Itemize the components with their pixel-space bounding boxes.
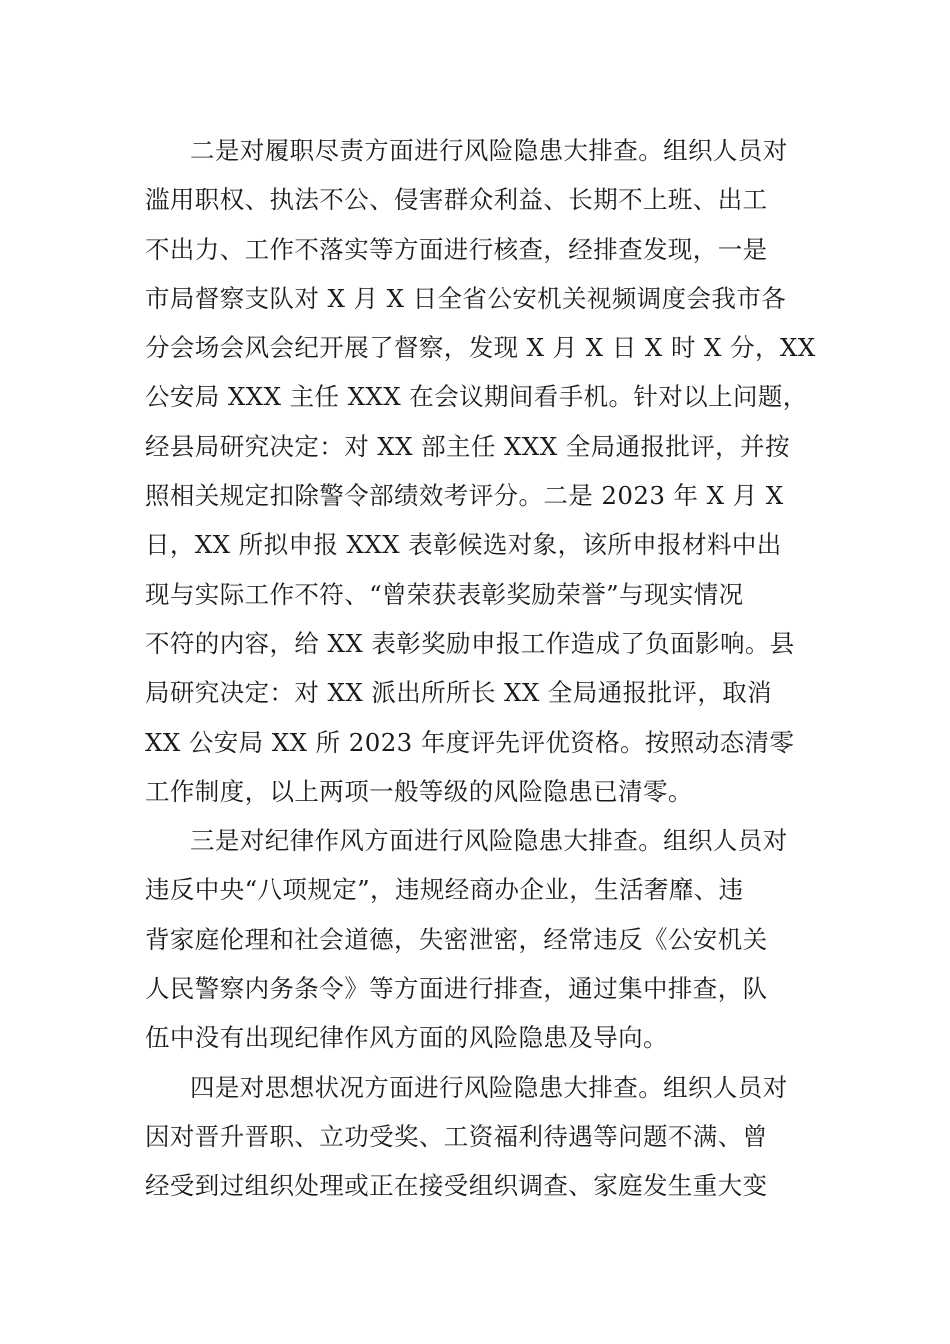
text-line: 背家庭伦理和社会道德，失密泄密，经常违反《公安机关 (145, 924, 768, 954)
text-line: 伍中没有出现纪律作风方面的风险隐患及导向。 (145, 1023, 668, 1053)
text-line: 人民警察内务条令》等方面进行排查，通过集中排查，队 (145, 974, 768, 1004)
text-line: 分会场会风会纪开展了督察，发现 X 月 X 日 X 时 X 分，XX (145, 333, 816, 363)
text-line: 公安局 XXX 主任 XXX 在会议期间看手机。针对以上问题， (145, 382, 808, 412)
paragraph-ideological-status (145, 1063, 825, 1211)
text-line: 因对晋升晋职、立功受奖、工资福利待遇等问题不满、曾 (145, 1121, 768, 1151)
text-line: 局研究决定：对 XX 派出所所长 XX 全局通报批评，取消 (145, 678, 773, 708)
paragraph-discipline-style (145, 816, 825, 1062)
text-line: 四是对思想状况方面进行风险隐患大排查。组织人员对 (190, 1072, 788, 1102)
text-line: 日，XX 所拟申报 XXX 表彰候选对象，该所申报材料中出 (145, 530, 782, 560)
paragraph-performance-duties (145, 126, 825, 816)
text-line: 经受到过组织处理或正在接受组织调查、家庭发生重大变 (145, 1171, 768, 1201)
text-line: 经县局研究决定：对 XX 部主任 XXX 全局通报批评，并按 (145, 431, 790, 461)
document-body (145, 126, 825, 1211)
text-line: 现与实际工作不符、“曾荣获表彰奖励荣誉”与现实情况 (145, 579, 744, 609)
text-line: 不符的内容，给 XX 表彰奖励申报工作造成了负面影响。县 (145, 628, 795, 658)
text-line: 市局督察支队对 X 月 X 日全省公安机关视频调度会我市各 (145, 283, 787, 313)
text-line: 不出力、工作不落实等方面进行核查，经排查发现，一是 (145, 234, 768, 264)
text-line: 违反中央“八项规定”，违规经商办企业，生活奢靡、违 (145, 875, 744, 905)
text-line: 二是对履职尽责方面进行风险隐患大排查。组织人员对 (190, 136, 788, 165)
text-line: 工作制度，以上两项一般等级的风险隐患已清零。 (145, 776, 693, 806)
text-line: 滥用职权、执法不公、侵害群众利益、长期不上班、出工 (145, 185, 768, 215)
text-line: 三是对纪律作风方面进行风险隐患大排查。组织人员对 (190, 826, 788, 856)
text-line: 照相关规定扣除警令部绩效考评分。二是 2023 年 X 月 X (145, 481, 784, 511)
text-line: XX 公安局 XX 所 2023 年度评先评优资格。按照动态清零 (145, 727, 795, 757)
